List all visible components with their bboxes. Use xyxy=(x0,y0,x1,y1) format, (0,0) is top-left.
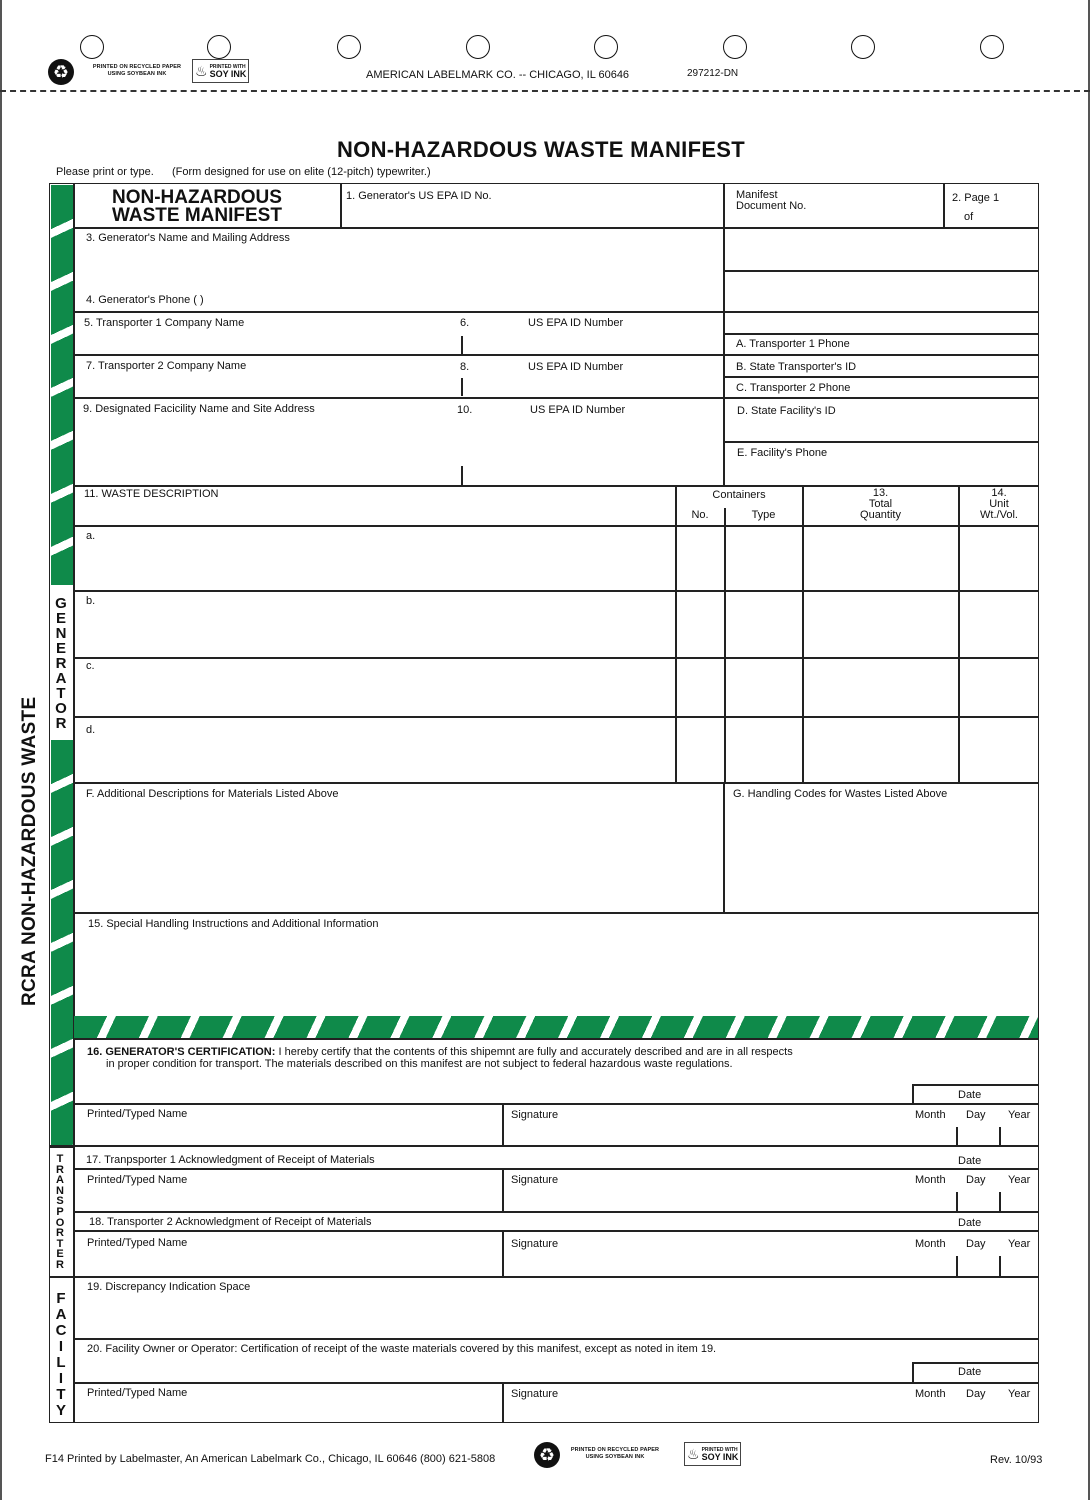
cert-text-1: I hereby certify that the contents of this shipemnt are fully and accurately described and are in all respects xyxy=(275,1046,793,1058)
total-quantity-header xyxy=(803,488,958,521)
recycled-line-2: USING SOYBEAN INK xyxy=(585,1454,645,1460)
recycle-icon: ♻ xyxy=(48,59,74,85)
recycled-line-1: PRINTED ON RECYCLED PAPER xyxy=(570,1447,660,1453)
punch-hole xyxy=(723,35,747,59)
generator-day-field[interactable]: Day xyxy=(966,1109,986,1121)
divider xyxy=(73,590,1039,592)
punch-hole xyxy=(207,35,231,59)
unit-wt-vol-header xyxy=(959,488,1039,521)
transporter2-signature-field[interactable]: Signature xyxy=(511,1238,559,1250)
col13-line2: Quantity xyxy=(860,509,901,521)
divider xyxy=(73,716,1039,718)
generator-year-field[interactable]: Year xyxy=(1008,1109,1031,1121)
transporter1-epa-id-field[interactable]: US EPA ID Number xyxy=(528,317,624,329)
containers-header: Containers xyxy=(712,489,766,501)
punch-hole xyxy=(594,35,618,59)
col14-line2: Wt./Vol. xyxy=(980,509,1018,521)
punch-hole xyxy=(851,35,875,59)
transporter2-day-field[interactable]: Day xyxy=(966,1238,986,1250)
page-field[interactable]: 2. Page 1 xyxy=(952,192,1000,204)
box-title-line-1: NON-HAZARDOUS xyxy=(112,187,282,208)
facility-side-label: F A C I L I T Y xyxy=(55,1290,67,1419)
divider xyxy=(73,782,1039,784)
box-title-line-2: WASTE MANIFEST xyxy=(112,205,282,226)
divider xyxy=(724,508,726,783)
divider xyxy=(999,1127,1001,1146)
divider xyxy=(73,1168,1039,1170)
divider xyxy=(340,183,342,228)
typewriter-instruction: (Form designed for use on elite (12-pitch) typewriter.) xyxy=(172,166,431,178)
soy-big-text: SOY INK xyxy=(209,68,247,79)
page-edge-left xyxy=(0,0,2,1500)
rcra-side-label: RCRA NON-HAZARDOUS WASTE xyxy=(19,696,40,1006)
divider xyxy=(49,1276,1039,1278)
stripe-divider xyxy=(73,183,75,1423)
generator-name-address-field[interactable]: 3. Generator's Name and Mailing Address xyxy=(86,232,290,244)
col13-num: 13. xyxy=(872,487,889,499)
divider xyxy=(73,1338,1039,1340)
divider xyxy=(723,782,725,912)
facility-day-field[interactable]: Day xyxy=(966,1388,986,1400)
divider xyxy=(73,311,1039,313)
waste-row-d[interactable]: d. xyxy=(86,724,96,736)
divider xyxy=(73,1230,1039,1232)
facility-epa-id-field[interactable]: US EPA ID Number xyxy=(530,404,626,416)
manifest-doc-no-field[interactable] xyxy=(736,190,806,212)
manifest-doc-line-2: Document No. xyxy=(736,200,807,212)
facility-year-field[interactable]: Year xyxy=(1008,1388,1031,1400)
transporter2-phone-field[interactable]: C. Transporter 2 Phone xyxy=(736,382,851,394)
transporter2-year-field[interactable]: Year xyxy=(1008,1238,1031,1250)
divider xyxy=(73,657,1039,659)
state-facility-id-field[interactable]: D. State Facility's ID xyxy=(737,405,836,417)
divider xyxy=(502,1382,504,1422)
transporter1-printed-name-field[interactable]: Printed/Typed Name xyxy=(87,1174,188,1186)
green-stripe-horizontal xyxy=(74,1016,1038,1038)
divider xyxy=(73,397,1039,399)
field-6-label: 6. xyxy=(460,317,470,329)
divider xyxy=(912,1084,1038,1086)
date-label: Date xyxy=(958,1089,982,1101)
soy-small-text: PRINTED WITH xyxy=(701,1446,738,1453)
facility-phone-field[interactable]: E. Facility's Phone xyxy=(737,447,828,459)
generator-signature-field[interactable]: Signature xyxy=(511,1109,559,1121)
divider xyxy=(675,485,677,783)
recycle-icon: ♻ xyxy=(534,1442,560,1468)
divider xyxy=(461,336,463,354)
facility-month-field[interactable]: Month xyxy=(915,1388,946,1400)
transporter1-phone-field[interactable]: A. Transporter 1 Phone xyxy=(736,338,850,350)
divider xyxy=(73,1382,1039,1384)
divider xyxy=(73,1103,1039,1105)
cert-heading: 16. GENERATOR'S CERTIFICATION: xyxy=(87,1046,276,1058)
divider xyxy=(461,466,463,485)
generator-side-label: G E N E R A T O R xyxy=(55,595,67,732)
punch-hole xyxy=(80,35,104,59)
soy-ink-badge xyxy=(192,59,249,83)
green-stripe-bottom xyxy=(51,740,73,1145)
divider xyxy=(999,1256,1001,1276)
generator-epa-id-field[interactable]: 1. Generator's US EPA ID No. xyxy=(346,190,492,202)
manifest-doc-line-1: Manifest xyxy=(736,189,778,201)
col13-line1: Total xyxy=(868,498,893,510)
page-title: NON-HAZARDOUS WASTE MANIFEST xyxy=(336,137,746,162)
recycled-line-2: USING SOYBEAN INK xyxy=(107,71,167,77)
divider xyxy=(724,333,1039,335)
facility-name-address-field[interactable]: 9. Designated Facicility Name and Site Address xyxy=(83,403,315,415)
transporter2-printed-name-field[interactable]: Printed/Typed Name xyxy=(87,1237,188,1249)
transporter1-ack-header: 17. Tranpsporter 1 Acknowledgment of Receipt of Materials xyxy=(86,1154,375,1166)
soy-flame-icon: ♨ xyxy=(687,1446,700,1462)
page-of-field[interactable]: of xyxy=(964,211,974,223)
perforation-line xyxy=(0,90,1090,92)
divider xyxy=(502,1168,504,1211)
recycled-paper-note-footer xyxy=(565,1447,665,1461)
divider xyxy=(912,1362,914,1382)
form-code: 297212-DN xyxy=(687,68,739,79)
divider xyxy=(73,485,1039,487)
facility-certification-text: 20. Facility Owner or Operator: Certification of receipt of the waste materials covered by this manifest, except as noted in item 19. xyxy=(87,1343,717,1355)
revision-label: Rev. 10/93 xyxy=(990,1454,1043,1466)
divider xyxy=(723,183,725,313)
divider xyxy=(73,1038,1039,1040)
date-label: Date xyxy=(958,1366,982,1378)
date-label: Date xyxy=(958,1217,982,1229)
soy-flame-icon: ♨ xyxy=(195,63,208,79)
divider xyxy=(502,1103,504,1146)
field-10-label: 10. xyxy=(457,404,473,416)
punch-hole xyxy=(980,35,1004,59)
divider xyxy=(724,441,1039,443)
transporter1-signature-field[interactable]: Signature xyxy=(511,1174,559,1186)
transporter1-day-field[interactable]: Day xyxy=(966,1174,986,1186)
divider xyxy=(49,1145,1039,1147)
date-label: Date xyxy=(958,1155,982,1167)
transporter1-month-field[interactable]: Month xyxy=(915,1174,946,1186)
transporter2-ack-header: 18. Transporter 2 Acknowledgment of Receipt of Materials xyxy=(89,1216,372,1228)
cert-text-2: in proper condition for transport. The materials described on this manifest are not subject to federal hazardous waste regulations. xyxy=(106,1058,733,1070)
waste-row-c[interactable]: c. xyxy=(86,660,95,672)
divider xyxy=(802,485,804,783)
waste-row-a[interactable]: a. xyxy=(86,530,96,542)
company-address: AMERICAN LABELMARK CO. -- CHICAGO, IL 60646 xyxy=(366,69,630,81)
divider xyxy=(958,485,960,783)
generator-phone-field[interactable]: 4. Generator's Phone ( ) xyxy=(86,294,204,306)
printer-credit: F14 Printed by Labelmaster, An American Labelmark Co., Chicago, IL 60646 (800) 621-5808 xyxy=(45,1453,496,1465)
waste-description-header: 11. WASTE DESCRIPTION xyxy=(84,488,219,500)
transporter1-name-field[interactable]: 5. Transporter 1 Company Name xyxy=(84,317,245,329)
transporter2-name-field[interactable]: 7. Transporter 2 Company Name xyxy=(86,360,247,372)
containers-type-header: Type xyxy=(751,509,776,521)
facility-printed-name-field[interactable]: Printed/Typed Name xyxy=(87,1387,188,1399)
generator-printed-name-field[interactable]: Printed/Typed Name xyxy=(87,1108,188,1120)
divider xyxy=(912,1362,1038,1364)
divider xyxy=(999,1192,1001,1211)
print-instruction: Please print or type. xyxy=(56,166,154,178)
form-box-title xyxy=(112,189,282,225)
recycled-line-1: PRINTED ON RECYCLED PAPER xyxy=(92,64,182,70)
transporter2-epa-id-field[interactable]: US EPA ID Number xyxy=(528,361,624,373)
special-handling-field[interactable]: 15. Special Handling Instructions and Additional Information xyxy=(88,918,379,930)
divider xyxy=(724,376,1039,378)
divider xyxy=(502,1230,504,1276)
state-transporter-id-field[interactable]: B. State Transporter's ID xyxy=(736,361,857,373)
divider xyxy=(956,1127,958,1146)
divider xyxy=(73,1211,1039,1213)
divider xyxy=(943,183,945,228)
green-stripe-top xyxy=(51,185,73,585)
divider xyxy=(724,270,1039,272)
waste-row-b[interactable]: b. xyxy=(86,595,96,607)
field-8-label: 8. xyxy=(460,361,470,373)
recycled-paper-note xyxy=(82,64,192,78)
transporter2-month-field[interactable]: Month xyxy=(915,1238,946,1250)
facility-signature-field[interactable]: Signature xyxy=(511,1388,559,1400)
divider xyxy=(73,227,1039,229)
containers-no-header: No. xyxy=(691,509,709,521)
discrepancy-field[interactable]: 19. Discrepancy Indication Space xyxy=(87,1281,251,1293)
transporter-side-label: T R A N S P O R T E R xyxy=(55,1153,65,1271)
col14-num: 14. xyxy=(991,487,1007,499)
transporter1-year-field[interactable]: Year xyxy=(1008,1174,1031,1186)
divider xyxy=(73,525,1039,527)
handling-codes-field[interactable]: G. Handling Codes for Wastes Listed Above xyxy=(733,788,948,800)
divider xyxy=(73,912,1039,914)
divider xyxy=(461,378,463,396)
additional-descriptions-field[interactable]: F. Additional Descriptions for Materials Listed Above xyxy=(86,788,339,800)
soy-big-text: SOY INK xyxy=(701,1451,739,1462)
divider xyxy=(956,1256,958,1276)
divider xyxy=(912,1084,914,1104)
soy-small-text: PRINTED WITH xyxy=(209,63,246,70)
col14-line1: Unit xyxy=(989,498,1009,510)
divider xyxy=(73,354,1039,356)
punch-hole xyxy=(466,35,490,59)
generator-certification-text xyxy=(87,1046,793,1058)
generator-month-field[interactable]: Month xyxy=(915,1109,946,1121)
punch-hole xyxy=(337,35,361,59)
soy-ink-badge-footer xyxy=(684,1442,741,1466)
divider xyxy=(956,1192,958,1211)
